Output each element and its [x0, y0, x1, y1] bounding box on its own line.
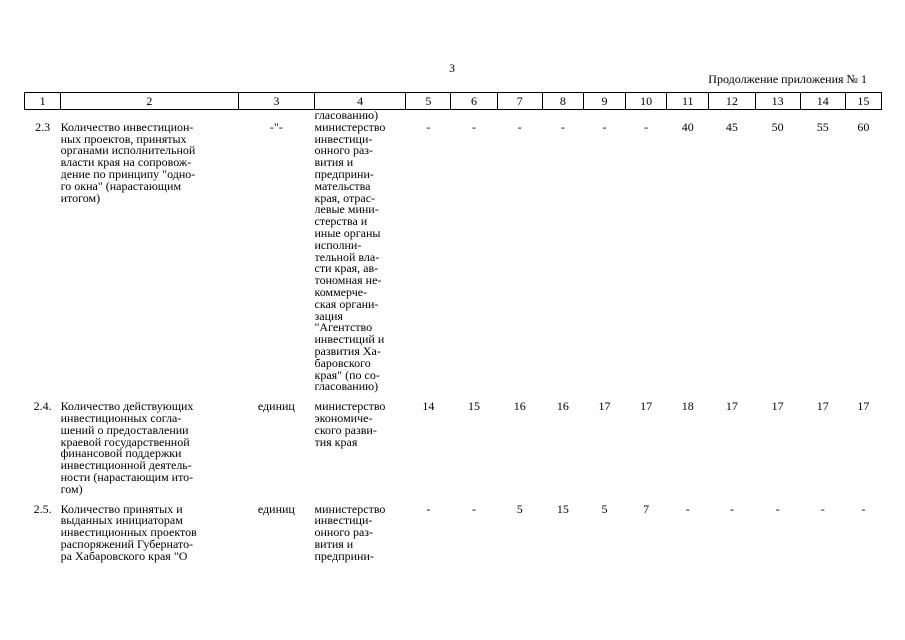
unit-of-measure: -"-: [269, 121, 283, 134]
indicator-name-line: дение по принципу "одно-: [60, 166, 196, 181]
carryover-text: гласованию): [314, 109, 379, 122]
year-value: -: [472, 503, 477, 516]
unit-of-measure: единиц: [257, 401, 295, 414]
row-number: 2.5.: [33, 503, 52, 516]
row-number: 2.3: [35, 121, 51, 134]
indicator-name-line: итогом): [60, 190, 101, 205]
indicator-name-line: ных проектов, принятых: [60, 131, 187, 146]
indicator-name-line: Количество принятых и: [60, 503, 183, 516]
responsible-body-line: онного раз-: [314, 525, 374, 540]
page-number: 3: [449, 61, 455, 75]
year-value: -: [729, 503, 734, 516]
indicator-name-line: шений о предоставлении: [60, 422, 189, 437]
column-number: 5: [406, 93, 451, 110]
year-value: -: [861, 503, 866, 516]
responsible-body-line: тельной вла-: [314, 249, 380, 264]
responsible-body-line: мательства: [314, 178, 371, 193]
column-number: 11: [667, 93, 709, 110]
table-body: [25, 93, 882, 571]
year-value: 50: [771, 121, 784, 134]
year-value: 40: [681, 121, 694, 134]
year-value: 17: [598, 401, 611, 414]
indicator-name-line: го окна" (нарастающим: [60, 178, 182, 193]
responsible-body-line: инвестици-: [314, 131, 373, 146]
year-value: 17: [725, 401, 738, 414]
responsible-body-line: зация: [314, 308, 343, 323]
responsible-body-line: вития и: [314, 536, 354, 551]
year-value: 17: [857, 401, 870, 414]
year-value: 17: [816, 401, 829, 414]
responsible-body: [315, 122, 406, 401]
responsible-body-line: тия края: [314, 434, 358, 449]
carryover-row: [25, 110, 882, 122]
indicator-name-line: инвестиционной деятель-: [60, 458, 192, 473]
responsible-body-line: развития Ха-: [314, 343, 381, 358]
column-number: 6: [451, 93, 497, 110]
responsible-body-line: края, отрас-: [314, 190, 376, 205]
column-number: 12: [709, 93, 755, 110]
year-value: 60: [857, 121, 870, 134]
column-number: 15: [845, 93, 881, 110]
column-number: 14: [800, 93, 845, 110]
responsible-body-line: ская органи-: [314, 296, 379, 311]
column-number: 10: [626, 93, 667, 110]
column-number: 2: [61, 93, 239, 110]
indicator-name: [61, 122, 239, 401]
year-value: 5: [516, 503, 523, 516]
responsible-body-line: предприни-: [314, 166, 374, 181]
year-value: 15: [468, 401, 481, 414]
year-value: 55: [816, 121, 829, 134]
year-value: 7: [643, 503, 650, 516]
responsible-body-line: тономная не-: [314, 273, 382, 288]
year-value: 15: [556, 503, 569, 516]
responsible-body-line: коммерче-: [314, 284, 368, 299]
responsible-body-line: министерство: [314, 121, 386, 134]
indicator-name-line: распоряжений Губернато-: [60, 536, 194, 551]
responsible-body-line: баровского: [314, 355, 371, 370]
responsible-body-line: иные органы: [314, 225, 381, 240]
indicator-name-line: инвестиционных проектов: [60, 525, 197, 540]
responsible-body-line: гласованию): [314, 379, 379, 394]
appendix-continuation-label: Продолжение приложения № 1: [708, 72, 867, 86]
responsible-body: [315, 504, 406, 571]
responsible-body-line: стерства и: [314, 214, 368, 229]
column-number: 1: [25, 93, 61, 110]
responsible-body-line: края" (по со-: [314, 367, 380, 382]
responsible-body-line: инвестици-: [314, 513, 373, 528]
indicator-name-line: Количество инвестицион-: [60, 121, 194, 134]
year-value: 16: [556, 401, 569, 414]
responsible-body-line: левые мини-: [314, 202, 379, 217]
column-number: 9: [583, 93, 625, 110]
responsible-body-line: исполни-: [314, 237, 362, 252]
indicator-name: [61, 401, 239, 503]
indicator-name-line: краевой государственной: [60, 434, 190, 449]
year-value: 16: [513, 401, 526, 414]
year-value: -: [517, 121, 522, 134]
indicator-row: [25, 122, 882, 401]
responsible-body-line: предприни-: [314, 548, 374, 563]
responsible-body-line: ского разви-: [314, 422, 377, 437]
indicator-name-line: Количество действующих: [60, 401, 194, 414]
indicator-name-line: инвестиционных согла-: [60, 410, 182, 425]
year-value: 5: [601, 503, 608, 516]
year-value: 17: [771, 401, 784, 414]
year-value: 14: [422, 401, 435, 414]
year-value: -: [820, 503, 825, 516]
unit-of-measure: единиц: [257, 503, 295, 516]
responsible-body-line: инвестиций и: [314, 332, 385, 347]
year-value: -: [472, 121, 477, 134]
indicators-table: [24, 92, 882, 570]
year-value: -: [560, 121, 565, 134]
column-number: 3: [238, 93, 314, 110]
indicator-name: [61, 504, 239, 571]
responsible-body-line: министерство: [314, 503, 386, 516]
responsible-body-line: онного раз-: [314, 143, 374, 158]
year-value: 45: [725, 121, 738, 134]
indicator-name-line: финансовой поддержки: [60, 446, 182, 461]
year-value: -: [644, 121, 649, 134]
year-value: -: [602, 121, 607, 134]
indicator-name-line: власти края на сопровож-: [60, 155, 192, 170]
responsible-body-line: вития и: [314, 155, 354, 170]
responsible-body: [315, 401, 406, 503]
indicator-name-line: органами исполнительной: [60, 143, 196, 158]
year-value: 18: [681, 401, 694, 414]
year-value: -: [685, 503, 690, 516]
responsible-body-line: сти края, ав-: [314, 261, 379, 276]
indicator-name-line: выданных инициаторам: [60, 513, 183, 528]
year-value: 17: [640, 401, 653, 414]
column-number: 13: [755, 93, 800, 110]
responsible-body-line: "Агентство: [314, 320, 373, 335]
column-number: 7: [497, 93, 542, 110]
year-value: -: [426, 121, 431, 134]
indicator-name-line: ра Хабаровского края "О: [60, 548, 188, 563]
row-number: 2.4.: [33, 401, 52, 414]
indicator-name-line: гом): [60, 481, 83, 496]
year-value: -: [426, 503, 431, 516]
column-numbers-row: [25, 93, 882, 110]
responsible-body-line: экономиче-: [314, 410, 373, 425]
indicator-row: [25, 504, 882, 571]
year-value: -: [775, 503, 780, 516]
column-number: 8: [542, 93, 583, 110]
indicator-name-line: ности (нарастающим ито-: [60, 469, 194, 484]
column-number: 4: [315, 93, 406, 110]
responsible-body-line: министерство: [314, 401, 386, 414]
indicator-row: [25, 401, 882, 503]
